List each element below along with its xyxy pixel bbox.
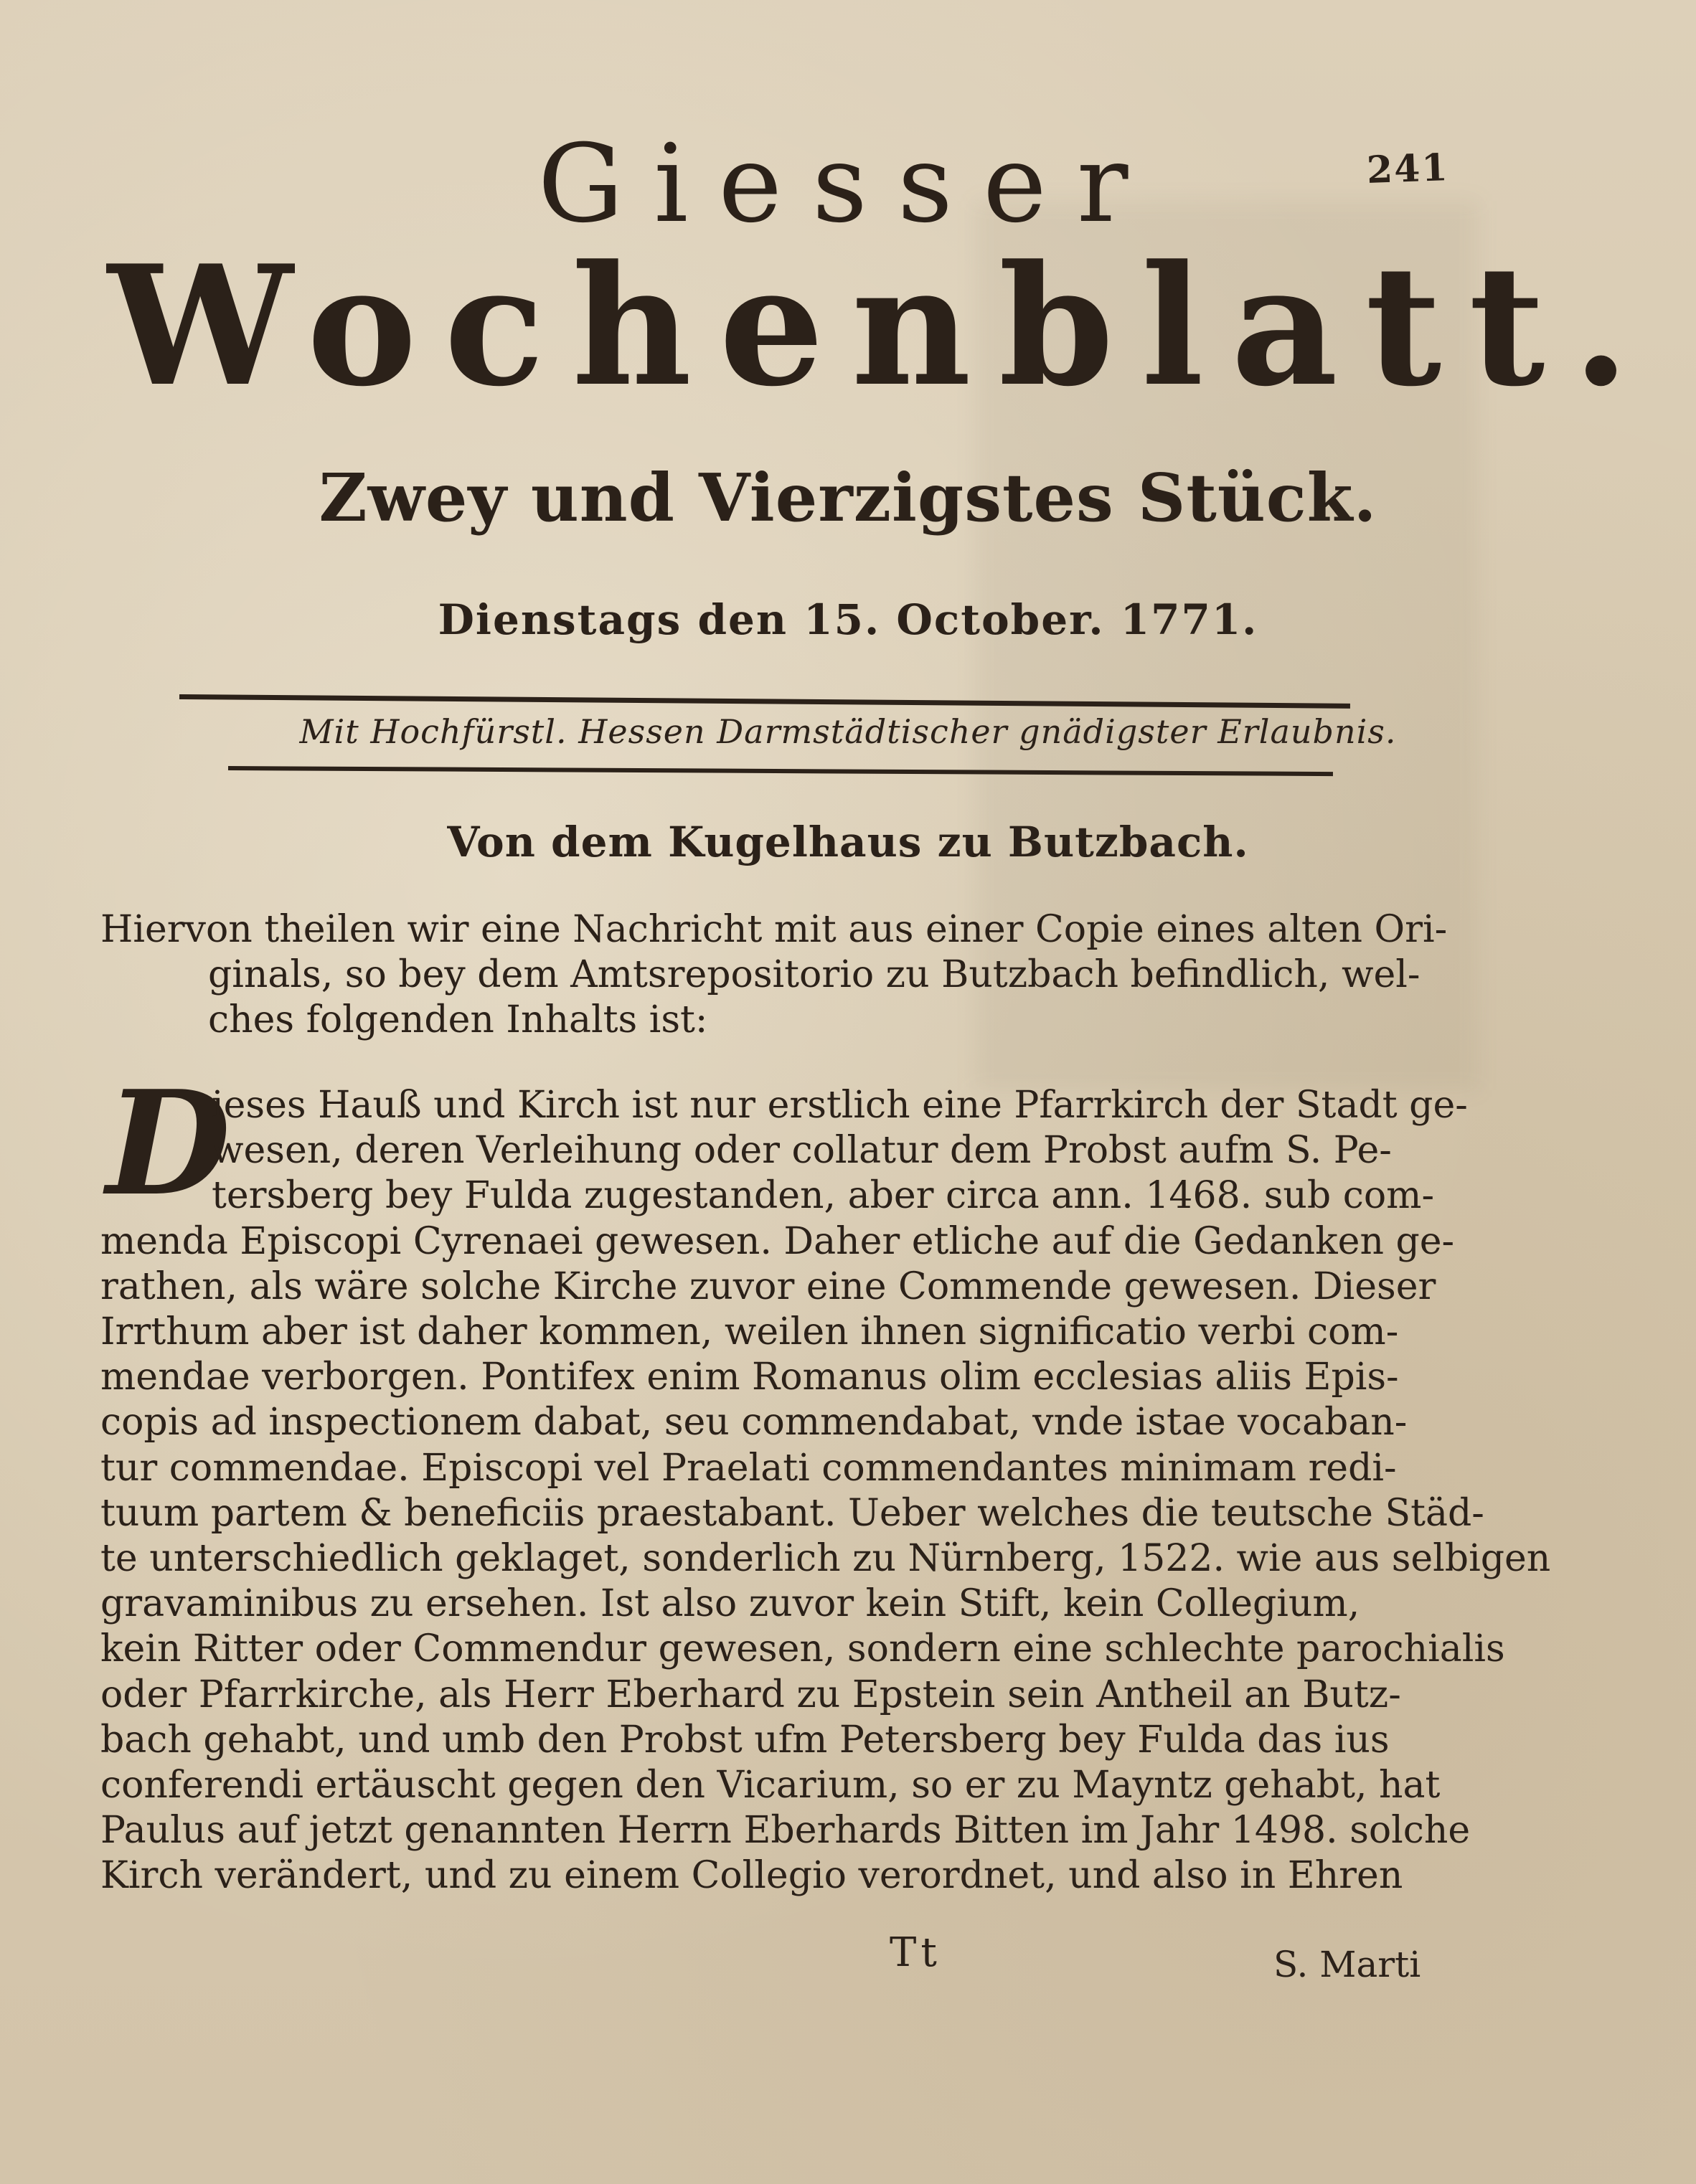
masthead-title-main: Wochenblatt. bbox=[108, 230, 1657, 423]
issue-subtitle: Zwey und Vierzigstes Stück. bbox=[319, 459, 1377, 536]
catchword-next-page: S. Marti bbox=[1273, 1944, 1421, 1985]
body-line: menda Episcopi Cyrenaei gewesen. Daher etliche auf die Gedanken ge- bbox=[100, 1219, 1455, 1263]
body-line: Kirch verändert, und zu einem Collegio verordnet, und also in Ehren bbox=[100, 1854, 1403, 1898]
body-line: ieses Hauß und Kirch ist nur erstlich eine Pfarrkirch der Stadt ge- bbox=[212, 1084, 1468, 1127]
intro-line: ginals, so bey dem Amtsrepositorio zu Butzbach befindlich, wel- bbox=[208, 953, 1421, 996]
body-line: bach gehabt, und umb den Probst ufm Petersberg bey Fulda das ius bbox=[100, 1718, 1390, 1762]
body-line: gravaminibus zu ersehen. Ist also zuvor kein Stift, kein Collegium, bbox=[100, 1582, 1360, 1626]
body-line: copis ad inspectionem dabat, seu commendabat, vnde istae vocaban- bbox=[100, 1401, 1408, 1445]
issue-date: Dienstags den 15. October. 1771. bbox=[438, 595, 1258, 644]
body-line: kein Ritter oder Commendur gewesen, sondern eine schlechte parochialis bbox=[100, 1627, 1505, 1671]
body-line: rathen, als wäre solche Kirche zuvor eine Commende gewesen. Dieser bbox=[100, 1264, 1436, 1308]
body-line: conferendi ertäuscht gegen den Vicarium, so er zu Mayntz gehabt, hat bbox=[100, 1764, 1441, 1807]
drop-cap: D bbox=[106, 1059, 231, 1228]
intro-line: ches folgenden Inhalts ist: bbox=[208, 998, 708, 1041]
privilege-line: Mit Hochfürstl. Hessen Darmstädtischer gnädigster Erlaubnis. bbox=[299, 712, 1397, 751]
body-line: wesen, deren Verleihung oder collatur dem Probst aufm S. Pe- bbox=[212, 1129, 1392, 1173]
masthead-title-top: Giesser bbox=[537, 122, 1159, 247]
intro-line: Hiervon theilen wir eine Nachricht mit aus einer Copie eines alten Ori- bbox=[100, 908, 1448, 951]
body-line: mendae verborgen. Pontifex enim Romanus olim ecclesias aliis Epis- bbox=[100, 1356, 1399, 1399]
body-line: te unterschiedlich geklaget, sonderlich zu Nürnberg, 1522. wie aus selbigen bbox=[100, 1537, 1551, 1581]
body-line: Irrthum aber ist daher kommen, weilen ihnen significatio verbi com- bbox=[100, 1310, 1399, 1354]
article-intro bbox=[100, 907, 1448, 1043]
body-line: Paulus auf jetzt genannten Herrn Eberhards Bitten im Jahr 1498. solche bbox=[100, 1809, 1471, 1853]
article-title: Von dem Kugelhaus zu Butzbach. bbox=[447, 818, 1249, 866]
body-line: tur commendae. Episcopi vel Praelati commendantes minimam redi- bbox=[100, 1446, 1397, 1490]
body-line: tuum partem & beneficiis praestabant. Ueber welches die teutsche Städ- bbox=[100, 1491, 1484, 1535]
article-body bbox=[100, 1083, 1551, 1899]
page-number: 241 bbox=[1365, 146, 1450, 192]
signature-mark: Tt bbox=[890, 1929, 941, 1976]
body-line: tersberg bey Fulda zugestanden, aber circa ann. 1468. sub com- bbox=[212, 1174, 1435, 1218]
body-line: oder Pfarrkirche, als Herr Eberhard zu Epstein sein Antheil an Butz- bbox=[100, 1673, 1401, 1716]
